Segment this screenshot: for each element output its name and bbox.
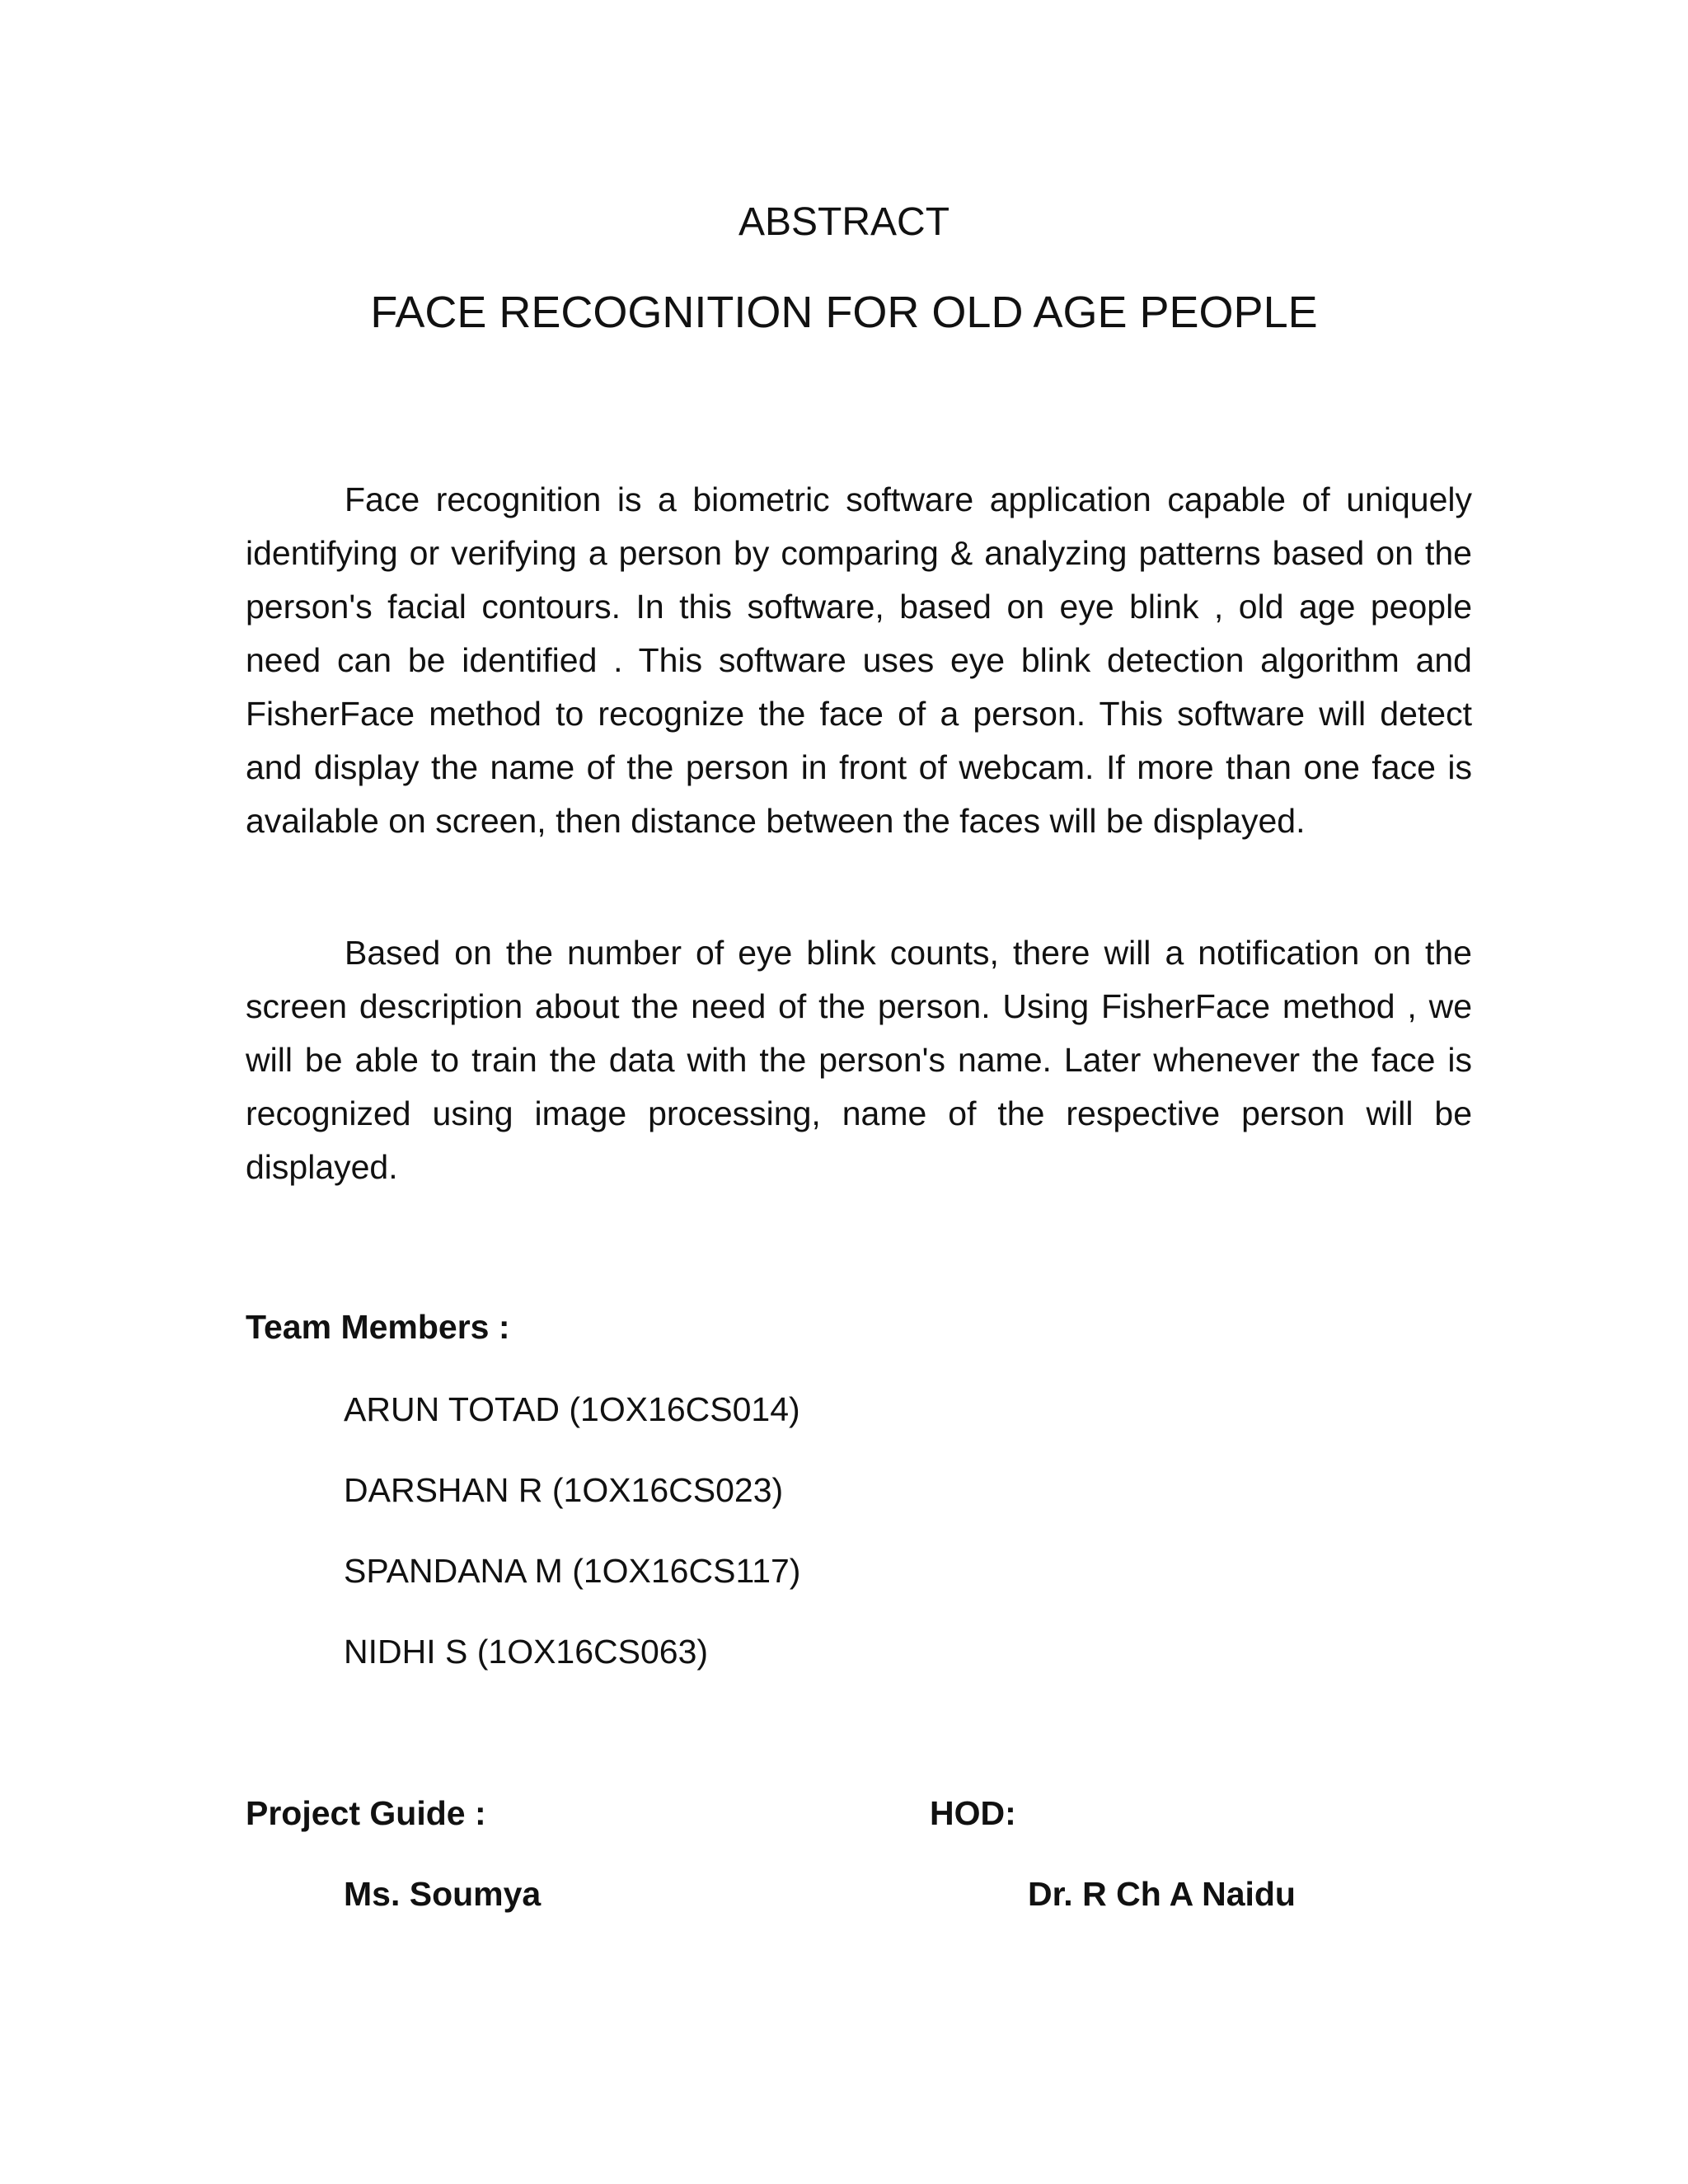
project-guide-name: Ms. Soumya: [344, 1875, 542, 1913]
team-member: ARUN TOTAD (1OX16CS014): [344, 1390, 800, 1428]
hod-label: HOD:: [930, 1794, 1016, 1832]
project-guide-label: Project Guide :: [246, 1794, 486, 1832]
section-label: ABSTRACT: [738, 200, 950, 244]
team-members-heading: Team Members :: [246, 1308, 510, 1346]
abstract-paragraph-2: Based on the number of eye blink counts, there will a notification on the screen description about the need of the person. Using FisherFace method , we will be able to train the data with the person's name. Later whenever the face is recognized using image processing, name of the respective person will be displayed.: [246, 934, 1472, 1186]
hod-name: Dr. R Ch A Naidu: [1028, 1875, 1296, 1913]
team-member: DARSHAN R (1OX16CS023): [344, 1471, 784, 1509]
team-members-list: [344, 1385, 800, 1708]
team-member: SPANDANA M (1OX16CS117): [344, 1552, 801, 1590]
abstract-paragraph-1: Face recognition is a biometric software application capable of uniquely identifying or verifying a person by comparing & analyzing patterns based on the person's facial contours. In this software, based on eye blink , old age people need can be identified . This software uses eye blink detection algorithm and FisherFace method to recognize the face of a person. This software will detect and display the name of the person in front of webcam. If more than one face is available on screen, then distance between the faces will be displayed.: [246, 480, 1472, 840]
document-title: FACE RECOGNITION FOR OLD AGE PEOPLE: [370, 288, 1318, 337]
team-member: NIDHI S (1OX16CS063): [344, 1633, 709, 1671]
